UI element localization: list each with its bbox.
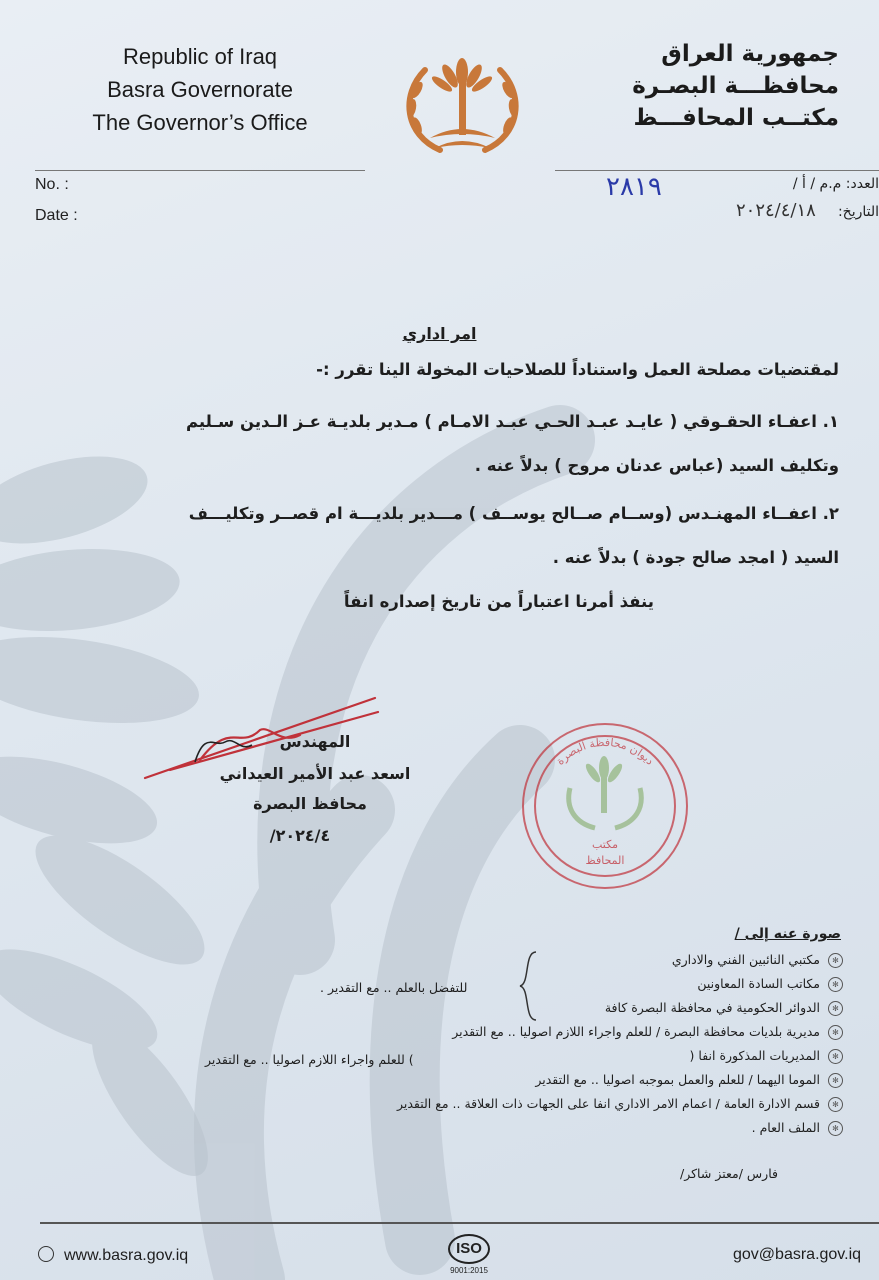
order-item-2-line-2: السيد ( امجد صالح جودة ) بدلاً عنه . xyxy=(552,548,839,567)
stamp-inner-line-1: مكتب xyxy=(591,838,619,851)
globe-icon xyxy=(38,1246,54,1262)
no-label-ar: العدد: م.م / أ / xyxy=(792,176,879,192)
stamp-ring-text: ديوان محافظة البصرة xyxy=(553,735,657,768)
stamp-inner-line-2: المحافظ xyxy=(585,854,625,867)
footer-divider xyxy=(40,1222,879,1224)
order-item-1-line-2: وتكليف السيد (عباس عدنان مروح ) بدلاً عنه . xyxy=(474,456,839,475)
cc-item-text: مديرية بلديات محافظة البصرة / للعلم واجراء اللازم اصوليا .. مع التقدير xyxy=(452,1024,820,1039)
ar-governorate: محافظـــة البصـرة xyxy=(632,73,839,99)
cc-item xyxy=(605,1000,843,1016)
iso-certification xyxy=(446,1234,492,1275)
signatory-name: اسعد عبد الأمير العيداني xyxy=(219,764,411,783)
arabic-letterhead xyxy=(589,38,839,134)
signatory-title: المهندس xyxy=(279,732,351,751)
iso-logo-icon: ISO xyxy=(448,1234,490,1264)
ar-office: مكتــب المحافـــظ xyxy=(633,105,839,131)
bullet-emblem-icon: ✻ xyxy=(828,1121,843,1136)
header-divider-right xyxy=(555,170,879,171)
handwritten-date: ٢٠٢٤/٤/١٨ xyxy=(736,200,816,221)
order-intro: لمقتضيات مصلحة العمل واستناداً للصلاحيات المخولة الينا تقرر :- xyxy=(316,360,839,379)
bullet-emblem-icon: ✻ xyxy=(828,1073,843,1088)
cc-item xyxy=(752,1120,843,1136)
cc-item-text: الملف العام . xyxy=(751,1120,820,1135)
cc-item-text: المديريات المذكورة انفا ( xyxy=(689,1048,820,1063)
cc-item-text: الموما اليهما / للعلم والعمل بموجبه اصوليا .. مع التقدير xyxy=(535,1072,820,1087)
date-label-en: Date : xyxy=(35,207,78,224)
order-closing: ينفذ أمرنا اعتباراً من تاريخ إصداره انفاً xyxy=(343,592,654,611)
cc-item-text: مكتبي النائبين الفني والاداري xyxy=(671,952,820,967)
email-link[interactable]: gov@basra.gov.iq xyxy=(733,1246,862,1263)
iso-number: 9001:2015 xyxy=(450,1266,488,1275)
handwritten-number: ٢٨١٩ xyxy=(606,172,662,202)
bullet-emblem-icon: ✻ xyxy=(828,1097,843,1112)
governorate-emblem-icon xyxy=(395,50,530,165)
signatory-position: محافظ البصرة xyxy=(253,794,367,813)
english-letterhead xyxy=(70,40,330,139)
official-stamp xyxy=(515,718,695,893)
cc-item-text: قسم الادارة العامة / اعمام الامر الاداري انفا على الجهات ذات العلاقة .. مع التقدير xyxy=(396,1096,820,1111)
cc-item xyxy=(535,1072,843,1088)
date-label-ar: التاريخ: xyxy=(837,204,879,220)
bullet-emblem-icon: ✻ xyxy=(828,977,843,992)
cc-item xyxy=(397,1096,843,1112)
bullet-emblem-icon: ✻ xyxy=(828,1025,843,1040)
website-link[interactable]: www.basra.gov.iq xyxy=(64,1247,189,1264)
order-item-1-line-1: ١. اعفـاء الحقـوقي ( عايـد عبـد الحـي عبـد الامـام ) مـدير بلديـة عـز الـدين سـليم xyxy=(185,412,839,431)
ar-country: جمهورية العراق xyxy=(661,41,839,67)
website-row xyxy=(38,1246,188,1265)
order-item-2-line-1: ٢. اعفــاء المهنـدس (وســام صــالح يوســف ) مـــدير بلديـــة ام قصــر وتكليـــف xyxy=(188,504,839,523)
cc-item-text: الدوائر الحكومية في محافظة البصرة كافة xyxy=(604,1000,820,1015)
bullet-emblem-icon: ✻ xyxy=(828,1001,843,1016)
no-label-en: No. : xyxy=(35,176,69,193)
cc-item xyxy=(697,976,843,992)
cc-title: صورة عنه إلى / xyxy=(734,926,841,942)
typist-initials: فارس /معتز شاكر/ xyxy=(680,1166,778,1181)
en-country: Republic of Iraq xyxy=(122,44,278,69)
order-title: امر اداري xyxy=(402,324,477,343)
grouping-brace xyxy=(516,950,542,1022)
cc-item5-note: ) للعلم واجراء اللازم اصوليا .. مع التقدير xyxy=(205,1052,414,1067)
cc-item xyxy=(690,1048,843,1064)
cc-item-text: مكاتب السادة المعاونين xyxy=(697,976,820,991)
bullet-emblem-icon: ✻ xyxy=(828,1049,843,1064)
cc-item xyxy=(672,952,843,968)
en-governorate: Basra Governorate xyxy=(107,77,293,102)
cc-group-note: للتفضل بالعلم .. مع التقدير . xyxy=(320,980,468,995)
bullet-emblem-icon: ✻ xyxy=(828,953,843,968)
signature-date: ٢٠٢٤/٤/ xyxy=(269,826,331,845)
header-divider-left xyxy=(35,170,365,171)
en-office: The Governor’s Office xyxy=(92,110,308,135)
cc-item xyxy=(452,1024,843,1040)
